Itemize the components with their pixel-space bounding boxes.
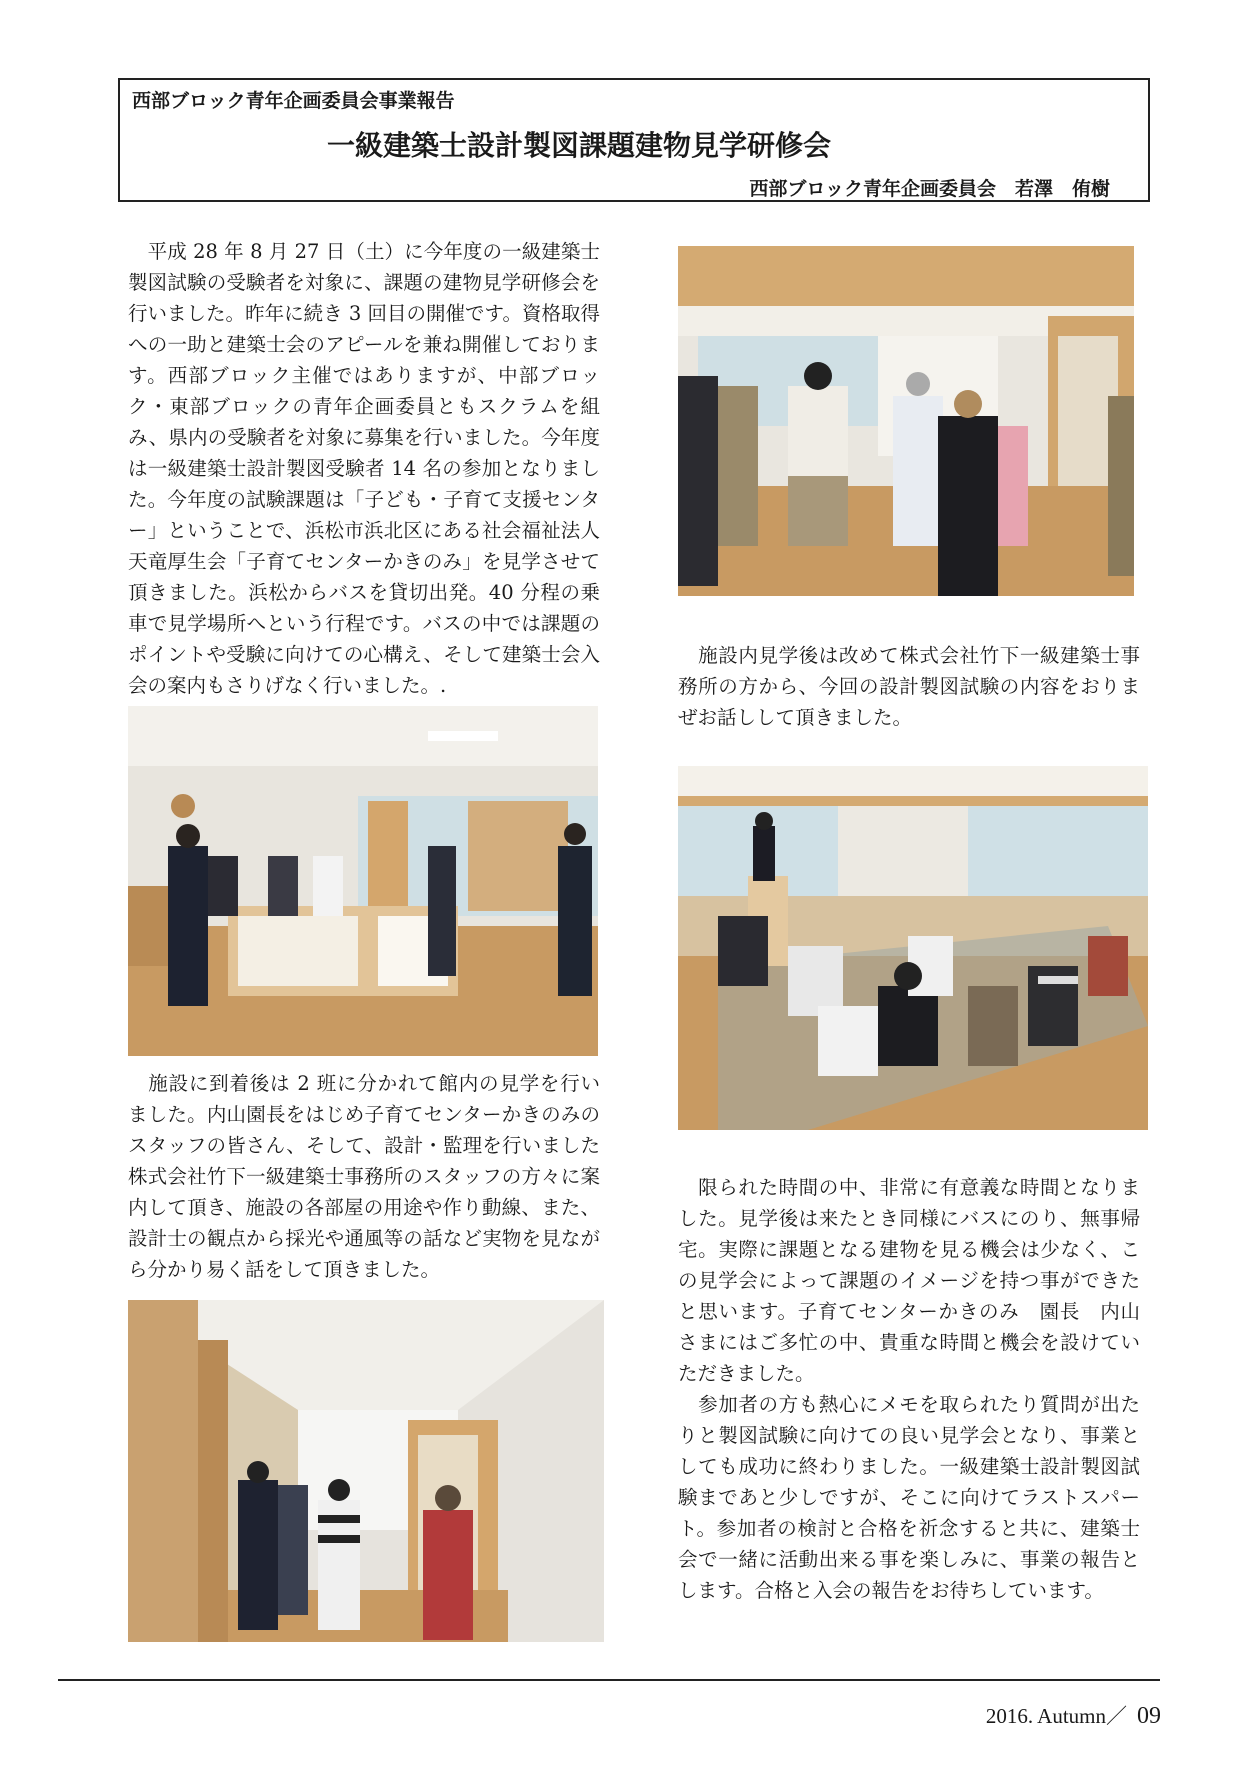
series-label: 西部ブロック青年企画委員会事業報告 xyxy=(132,90,455,112)
paragraph-summary: 限られた時間の中、非常に有意義な時間となりました。見学後は来たとき同様にバスにのり、無事帰宅。実際に課題となる建物を見る機会は少なく、この見学会によって課題のイメージを持つ事ができたと思います。子育てセンターかきのみ 園長 内山さまにはご多忙の中、貴重な時間と機会を設けていただきました。 xyxy=(678,1176,1140,1385)
article-header xyxy=(118,78,1150,202)
issue-label: 2016. Autumn／ xyxy=(985,1704,1127,1728)
page-number: 09 xyxy=(1137,1703,1161,1729)
paragraph-facility-tour: 施設に到着後は 2 班に分かれて館内の見学を行いました。内山園長をはじめ子育てセンターかきのみのスタッフの皆さん、そして、設計・監理を行いました株式会社竹下一級建築士事務所のスタッフの方々に案内して頂き、施設の各部屋の用途や作り動線、また、設計士の観点から採光や通風等の話など実物を見ながら分かり易く話をして頂きました。 xyxy=(128,1072,600,1281)
photo-reception-area xyxy=(128,706,598,1056)
author-line: 西部ブロック青年企画委員会 若澤 侑樹 xyxy=(749,178,1110,200)
footer-rule xyxy=(58,1679,1160,1681)
photo-group-tour xyxy=(678,246,1134,596)
photo-corridor xyxy=(128,1300,604,1642)
paragraph-closing: 参加者の方も熱心にメモを取られたり質問が出たりと製図試験に向けての良い見学会となり、事業としても成功に終わりました。一級建築士設計製図試験まであと少しですが、そこに向けてラストスパート。参加者の検討と合格を祈念すると共に、建築士会で一緒に活動出来る事を楽しみに、事業の報告とします。合格と入会の報告をお待ちしています。 xyxy=(678,1393,1140,1602)
article-title: 一級建築士設計製図課題建物見学研修会 xyxy=(326,129,831,162)
photo-lecture-session xyxy=(678,766,1148,1130)
page-footer xyxy=(986,1700,1161,1730)
paragraph-intro: 平成 28 年 8 月 27 日（土）に今年度の一級建築士製図試験の受験者を対象に、課題の建物見学研修会を行いました。昨年に続き 3 回目の開催です。資格取得への一助と建築士会のアピールを兼ね開催しております。西部ブロック主催ではありますが、中部ブロック・東部ブロックの青年企画委員ともスクラムを組み、県内の受験者を対象に募集を行いました。今年度は一級建築士設計製図受験者 14 名の参加となりました。今年度の試験課題は「子ども・子育て支援センター」ということで、浜松市浜北区にある社会福祉法人天竜厚生会「子育てセンターかきのみ」を見学させて頂きました。浜松からバスを貸切出発。40 分程の乗車で見学場所へという行程です。バスの中では課題のポイントや受験に向けての心構え、そして建築士会入会の案内もさりげなく行いました。. xyxy=(128,240,600,697)
paragraph-lecture: 施設内見学後は改めて株式会社竹下一級建築士事務所の方から、今回の設計製図試験の内容をおりまぜお話しして頂きました。 xyxy=(678,644,1140,729)
